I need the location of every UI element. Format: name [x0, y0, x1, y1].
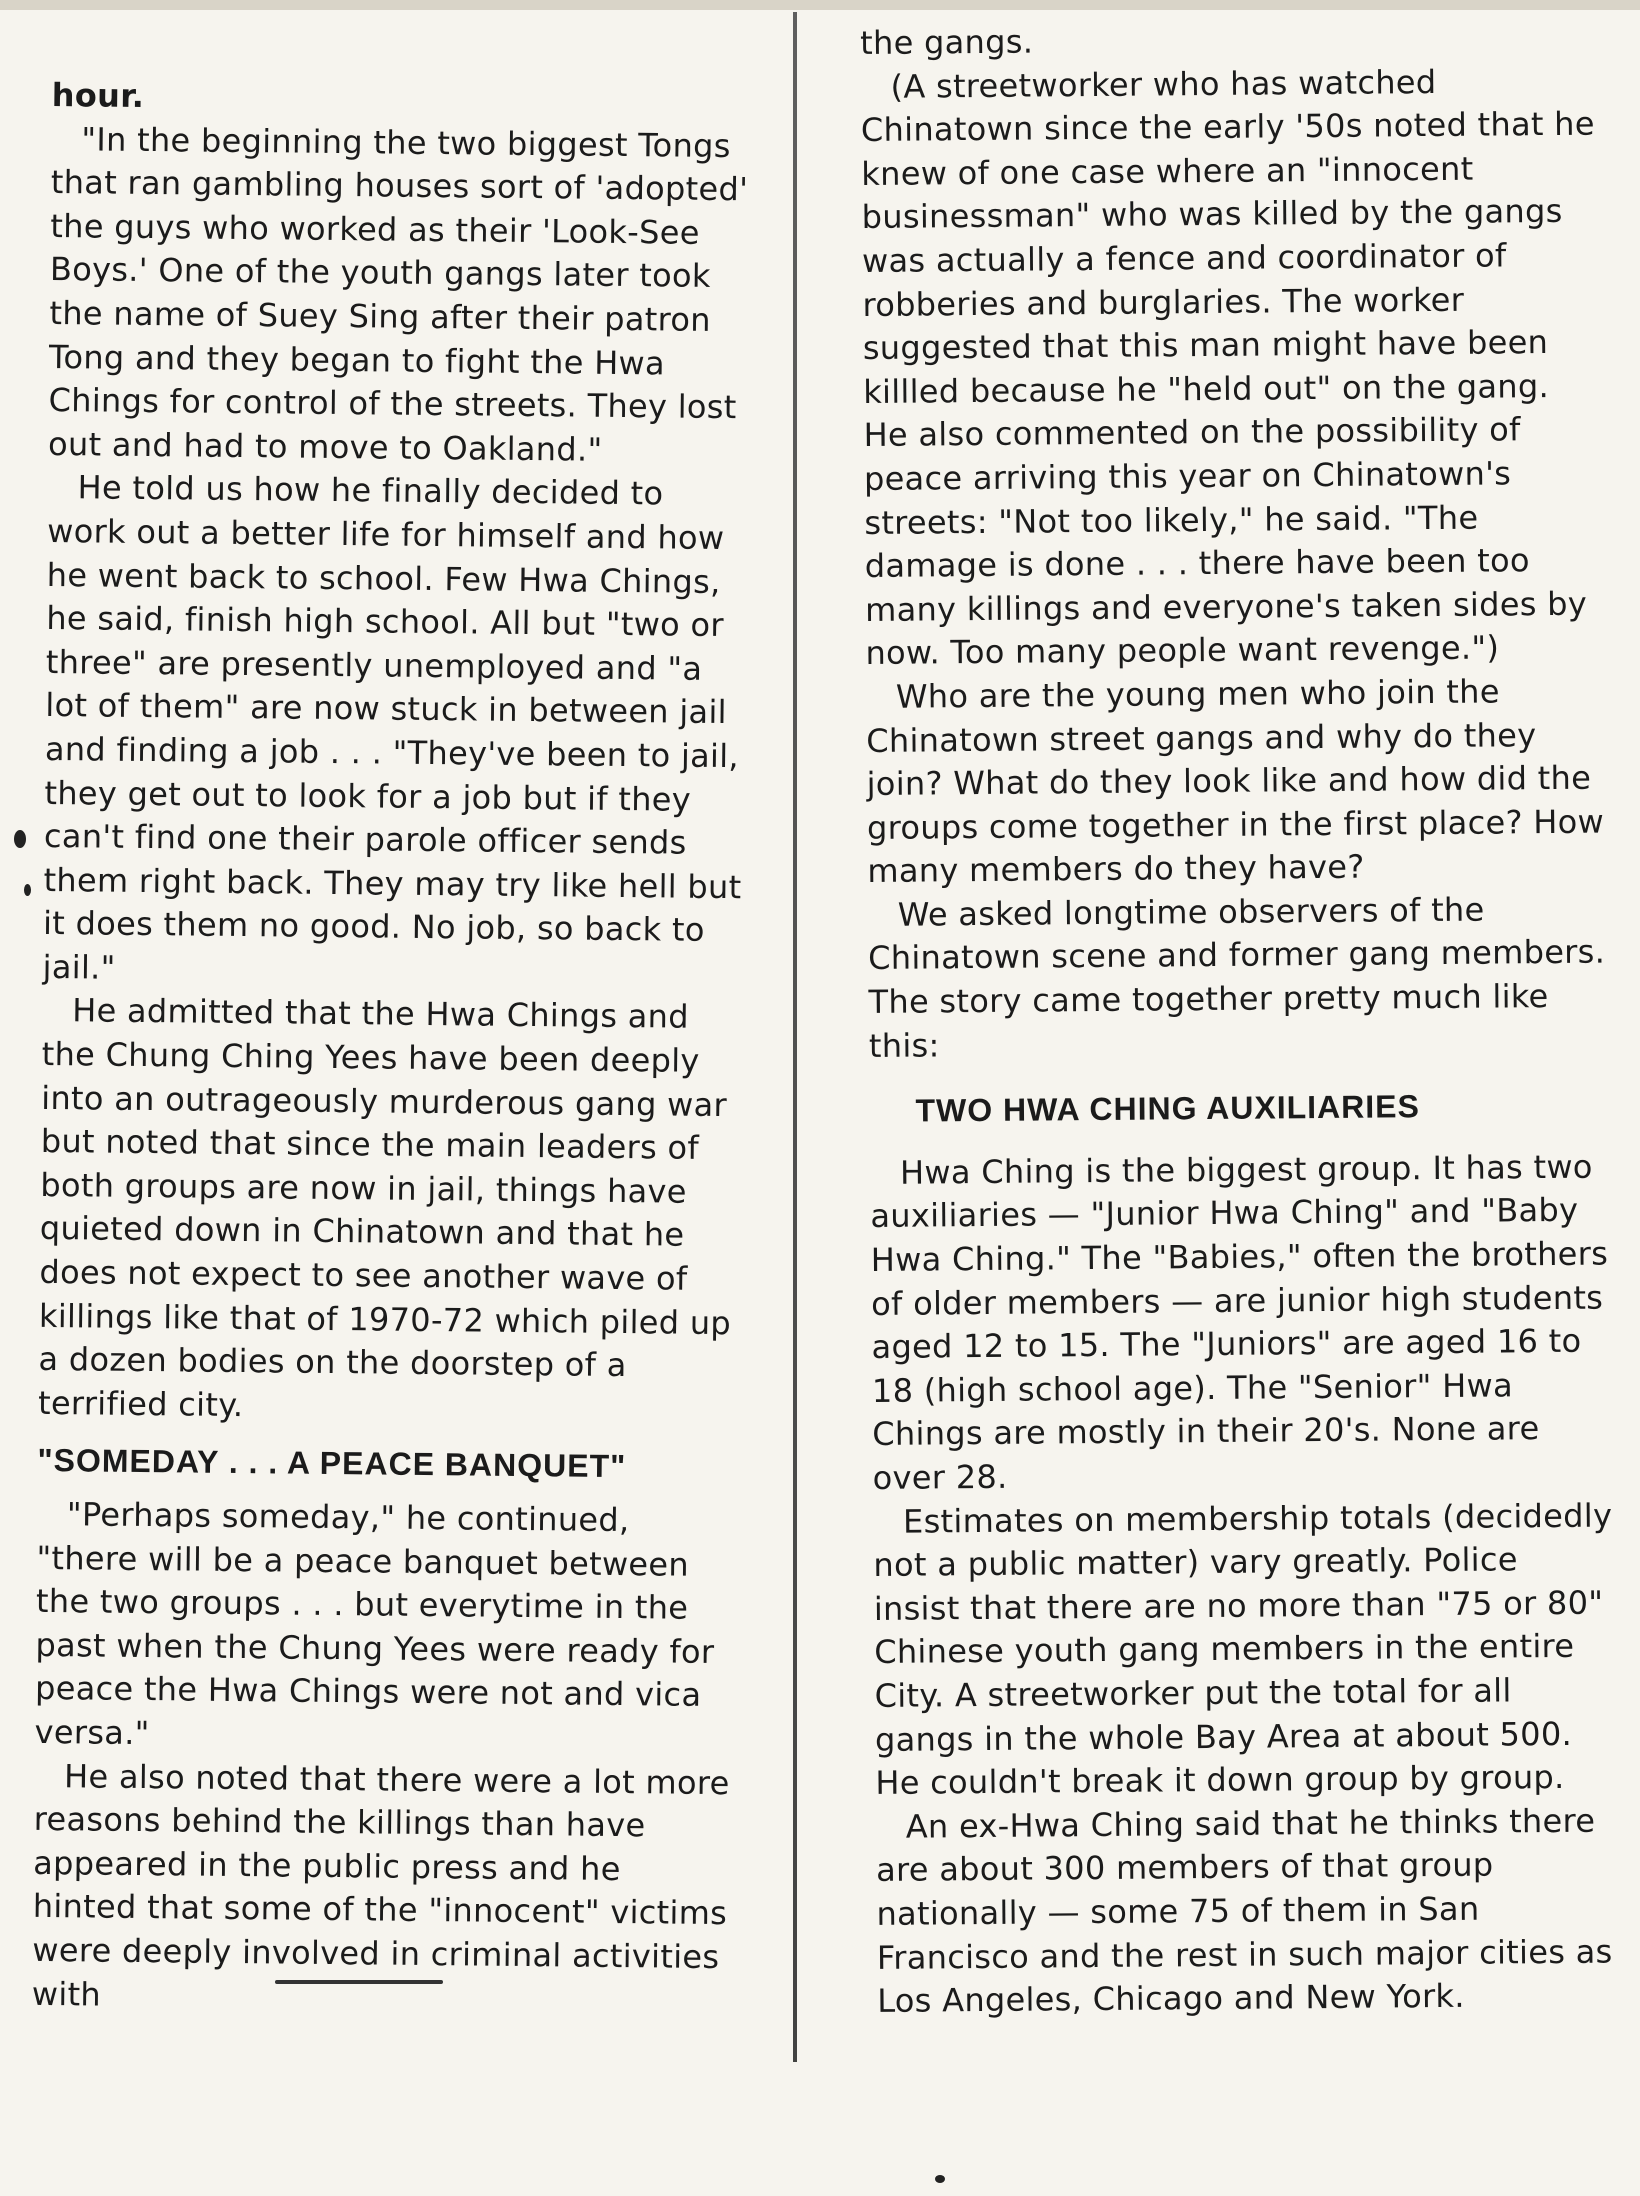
- ink-speck: [14, 830, 26, 848]
- right-paragraph-6: Estimates on membership totals (decidedly not a public matter) vary greatly. Police insist that there are no more than "75 or 80" Chinese youth gang members in the entire City. A streetworker put the total for all gangs in the whole Bay Area at about 500. He couldn't break it down group by group.: [873, 1496, 1613, 1803]
- ink-speck: [935, 2175, 945, 2183]
- right-paragraph-7: An ex-Hwa Ching said that he thinks there are about 300 members of that group nationally — some 75 of them in San Francisco and the rest in such major cities as Los Angeles, Chicago and New York.: [875, 1801, 1613, 2021]
- left-paragraph-3: He told us how he finally decided to work out a better life for himself and how he went back to school. Few Hwa Chings, he said, finish high school. All but "two or three" are presently unemployed and "a lot of them" are now stuck in between jail and finding a job . . . "They've been to jail, they get out to look for a job but if they can't find one their parole officer sends them right back. They may try like hell but it does them no good. No job, so back to jail.": [42, 468, 742, 987]
- right-paragraph-4: We asked longtime observers of the Chinatown scene and former gang members. The story came together pretty much like this:: [868, 890, 1606, 1065]
- end-mark: [275, 1980, 443, 1984]
- left-paragraph-4: He admitted that the Hwa Chings and the Chung Ching Yees have been deeply into an outrageously murderous gang war but noted that since the main leaders of both groups are now in jail, things have quieted down in Chinatown and that he does not expect to see another wave of killings like that of 1970-72 which piled up a dozen bodies on the doorstep of a terrified city.: [37, 991, 732, 1424]
- column-divider-line: [793, 12, 797, 2062]
- left-paragraph-2: "In the beginning the two biggest Tongs that ran gambling houses sort of 'adopted' the guys who worked as their 'Look-See Boys.' One of the youth gangs later took the name of Suey Sing after their patron Tong and they began to fight the Hwa Chings for control of the streets. They lost out and had to move to Oakland.": [47, 119, 749, 469]
- left-paragraph-1: hour.: [51, 75, 145, 115]
- right-paragraph-5: Hwa Ching is the biggest group. It has two auxiliaries — "Junior Hwa Ching" and "Baby Hwa Ching." The "Babies," often the brothers of older members — are junior high students aged 12 to 15. The "Juniors" are aged 16 to 18 (high school age). The "Senior" Hwa Chings are mostly in their 20's. None are over 28.: [870, 1147, 1609, 1497]
- page-top-edge: [0, 0, 1640, 10]
- right-paragraph-1: the gangs.: [860, 22, 1034, 62]
- right-paragraph-2: (A streetworker who has watched Chinatown since the early '50s noted that he knew of one case where an "innocent businessman" who was killed by the gangs was actually a fence and coordinator of robberies and burglaries. The worker suggested that this man might have been killled because he "held out" on the gang. He also commented on the possibility of peace arriving this year on Chinatown's streets: "Not too likely," he said. "The damage is done . . . there have been too many killings and everyone's taken sides by now. Too many people want revenge."): [860, 62, 1595, 673]
- right-paragraph-3: Who are the young men who join the Chinatown street gangs and why do they join? What do they look like and how did the groups come together in the first place? How many members do they have?: [866, 672, 1605, 891]
- left-paragraph-5: "Perhaps someday," he continued, "there will be a peace banquet between the two groups . . . but everytime in the past when the Chung Yees were ready for peace the Hwa Chings were not and vica versa.": [34, 1495, 715, 1753]
- left-column: [32, 74, 752, 2023]
- ink-speck: [24, 884, 31, 896]
- right-column: [860, 16, 1617, 2024]
- left-paragraph-6: He also noted that there were a lot more reasons behind the killings than have appeared in the public press and he hinted that some of the "innocent" victims were deeply involved in criminal activities with: [31, 1756, 730, 2014]
- section-heading-auxiliaries: TWO HWA CHING AUXILIARIES: [915, 1088, 1421, 1129]
- section-heading-peace-banquet: "SOMEDAY . . . A PEACE BANQUET": [37, 1442, 627, 1485]
